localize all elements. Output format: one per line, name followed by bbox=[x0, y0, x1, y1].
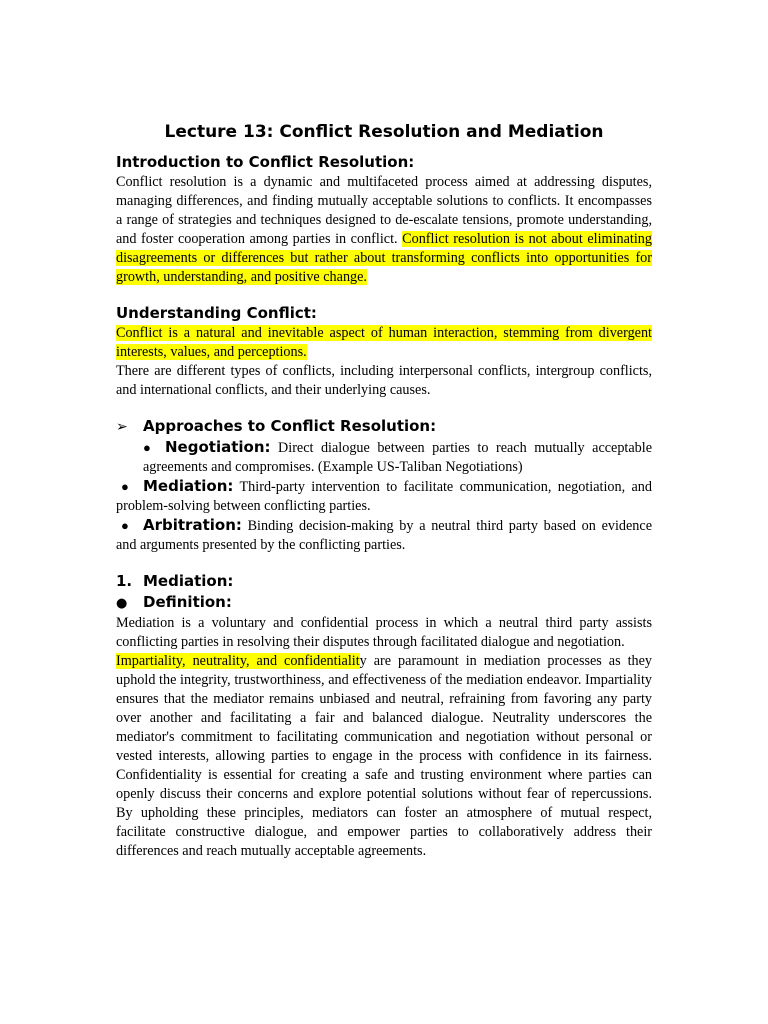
bullet-icon: ● bbox=[116, 596, 128, 611]
approach-term: Arbitration: bbox=[143, 516, 242, 534]
understanding-highlight-paragraph bbox=[116, 324, 652, 362]
approach-term: Negotiation: bbox=[165, 438, 271, 456]
understanding-paragraph: There are different types of conflicts, including interpersonal conflicts, intergroup conflicts, and international conflicts, and their underlying causes. bbox=[116, 363, 652, 398]
approach-text: Direct dialogue between parties to reach mutually acceptable agreements and compromises. (Example US-Taliban Negotiations) bbox=[143, 440, 652, 475]
definition-heading: Definition: bbox=[143, 593, 232, 611]
intro-heading: Introduction to Conflict Resolution: bbox=[116, 153, 415, 171]
intro-text: Conflict resolution is a dynamic and multifaceted process aimed at addressing disputes, managing differences, and finding mutually acceptable solutions to conflicts. It encompasses a range of strategies and techniques designed to de-escalate tensions, promote understanding, and foster cooperation among parties in conflict. bbox=[116, 174, 652, 247]
mediation-heading-row bbox=[116, 571, 652, 592]
approach-term: Mediation: bbox=[143, 477, 234, 495]
principles-paragraph bbox=[116, 652, 652, 861]
bullet-icon: ● bbox=[143, 440, 151, 455]
approach-item-negotiation bbox=[116, 438, 652, 477]
intro-paragraph bbox=[116, 173, 652, 287]
page-title: Lecture 13: Conflict Resolution and Mediation bbox=[164, 122, 604, 142]
arrow-bullet-icon: ➢ bbox=[116, 419, 128, 435]
principles-highlight: Impartiality, neutrality, and confidentialit bbox=[116, 653, 360, 669]
approach-item-arbitration bbox=[116, 516, 652, 555]
approach-item-mediation bbox=[116, 477, 652, 516]
approaches-heading-row bbox=[116, 416, 652, 438]
intro-highlight: Conflict resolution is not about eliminating disagreements or differences but rather about transforming conflicts into opportunities for growth, understanding, and positive change. bbox=[116, 231, 652, 285]
understanding-heading: Understanding Conflict: bbox=[116, 304, 317, 322]
approaches-heading: Approaches to Conflict Resolution: bbox=[143, 417, 437, 435]
bullet-icon: ● bbox=[121, 518, 129, 533]
approach-text: Binding decision-making by a neutral third party based on evidence and arguments presented by the conflicting parties. bbox=[116, 518, 652, 553]
section-number: 1. bbox=[116, 572, 133, 590]
understanding-highlight: Conflict is a natural and inevitable aspect of human interaction, stemming from divergent interests, values, and perceptions. bbox=[116, 325, 652, 360]
mediation-heading: Mediation: bbox=[143, 572, 234, 590]
definition-heading-row bbox=[116, 592, 652, 614]
approach-text: Third-party intervention to facilitate communication, negotiation, and problem-solving between conflicting parties. bbox=[116, 479, 652, 514]
principles-text: y are paramount in mediation processes as they uphold the integrity, trustworthiness, and effectiveness of the mediation endeavor. Impartiality ensures that the mediator remains unbiased and neutral, refraining from favoring any party over another and facilitating a fair and balanced dialogue. Neutrality underscores the mediator's commitment to facilitating communication and negotiation without personal or vested interests, allowing parties to engage in the process with confidence in its fairness. Confidentiality is essential for creating a safe and trusting environment where parties can openly discuss their concerns and explore potential solutions without fear of repercussions. By upholding these principles, mediators can foster an atmosphere of mutual respect, facilitate constructive dialogue, and empower parties to collaboratively address their differences and reach mutually acceptable agreements. bbox=[116, 653, 653, 859]
bullet-icon: ● bbox=[121, 479, 129, 494]
definition-paragraph: Mediation is a voluntary and confidential process in which a neutral third party assists conflicting parties in resolving their disputes through facilitated dialogue and negotiation. bbox=[116, 615, 652, 650]
